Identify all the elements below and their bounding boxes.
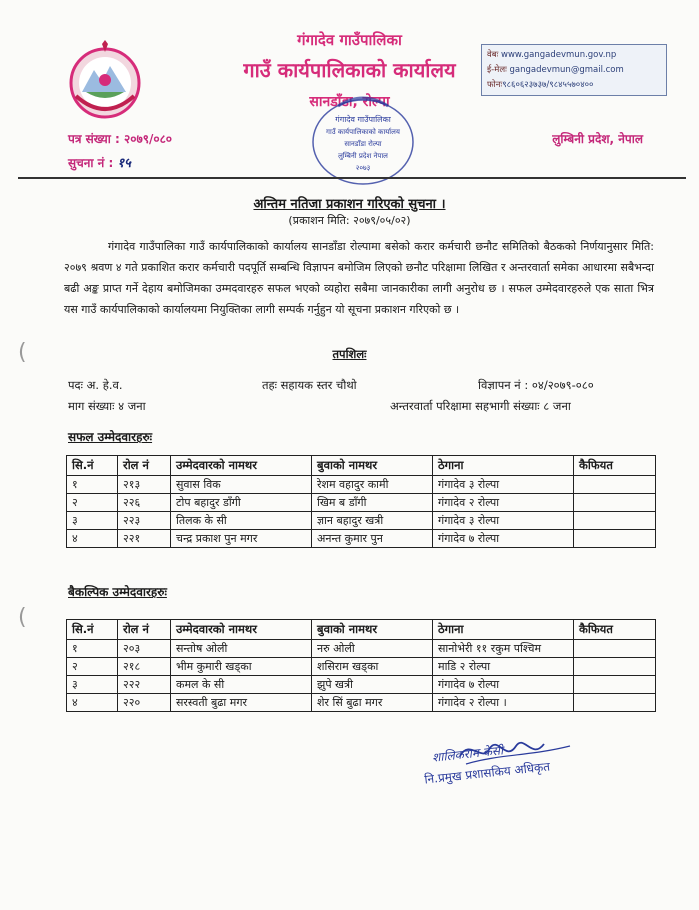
- col-remarks: कैफियत: [574, 620, 656, 640]
- cell-name: सुवास विक: [171, 476, 312, 494]
- cell-father: शसिराम खड्का: [312, 658, 433, 676]
- cell-sn: ३: [67, 676, 118, 694]
- stamp-line-2: गाउँ कार्यपालिकाको कार्यालय: [326, 128, 400, 136]
- table-row: [67, 476, 656, 494]
- signatory-title: नि.प्रमुख प्रशासकिय अधिकृत: [423, 759, 551, 787]
- col-roll: रोल नं: [118, 620, 171, 640]
- cell-remarks: [574, 658, 656, 676]
- cell-remarks: [574, 494, 656, 512]
- notice-body: गंगादेव गाउँपालिका गाउँ कार्यपालिकाको कार्यालय सानडाँडा रोल्पामा बसेको करार कर्मचारी छनौट समितिको बैठकको निर्णयानुसार मिति: २०७९ श्रवण ४ गते प्रकाशित करार कर्मचारी पदपूर्ति सम्बन्धि विज्ञापन बमोजिम लिएको छनौट परिक्षामा लिखित र अन्तरवार्ता समेका आधारमा सबैभन्दा बढी अङ्क प्राप्त गर्ने देहाय बमोजिमका उम्मदवारहरु सफल भएको व्यहोरा सबैमा जानकारीका लागी अनुरोध छ । सफल उम्मेदवारहरुले एक साता भित्र यस गाउँ कार्यपालिकाको कार्यालयमा नियुक्तिका लागी सम्पर्क गर्नुहुन यो सूचना प्रकाशन गरिएको छ ।: [64, 240, 654, 316]
- col-address: ठेगाना: [433, 456, 574, 476]
- ref-label: पत्र संख्या :: [68, 132, 120, 146]
- notice-no-value: १५: [117, 156, 131, 171]
- cell-address: गंगादेव ३ रोल्पा: [433, 512, 574, 530]
- cell-roll: २२०: [118, 694, 171, 712]
- cell-roll: २२६: [118, 494, 171, 512]
- cell-roll: २२२: [118, 676, 171, 694]
- successful-heading: सफल उम्मेदवारहरुः: [68, 430, 153, 444]
- phone-number: ९८६०६२३७३७/९८४५५७०४००: [502, 80, 594, 90]
- col-father: बुवाको नामथर: [312, 620, 433, 640]
- cell-father: खिम ब डाँगी: [312, 494, 433, 512]
- cell-sn: १: [67, 476, 118, 494]
- cell-remarks: [574, 640, 656, 658]
- cell-name: भीम कुमारी खड्का: [171, 658, 312, 676]
- margin-mark: (: [18, 605, 27, 630]
- stamp-line-1: गंगादेव गाउँपालिका: [335, 115, 391, 124]
- margin-mark: (: [18, 340, 27, 365]
- post-field: पदः अ. हे.व.: [68, 378, 123, 392]
- header-divider: [18, 177, 686, 179]
- notice-title: अन्तिम नतिजा प्रकाशन गरिएको सुचना ।: [253, 197, 446, 212]
- cell-address: गंगादेव ७ रोल्पा: [433, 530, 574, 548]
- col-father: बुवाको नामथर: [312, 456, 433, 476]
- cell-remarks: [574, 476, 656, 494]
- signatory-name: शालिकराम केसी: [431, 743, 504, 765]
- stamp-line-3: सानडाँडा रोल्पा: [344, 140, 382, 148]
- cell-remarks: [574, 694, 656, 712]
- ref-value: २०७९/०८०: [123, 132, 173, 146]
- col-name: उम्मेदवारको नामथर: [171, 620, 312, 640]
- contact-box: [481, 44, 667, 96]
- cell-name: कमल के सी: [171, 676, 312, 694]
- cell-roll: २२३: [118, 512, 171, 530]
- col-sn: सि.नं: [67, 456, 118, 476]
- cell-sn: २: [67, 658, 118, 676]
- cell-father: नरु ओली: [312, 640, 433, 658]
- demand-field: माग संख्याः ४ जना: [68, 399, 146, 413]
- participants-field: अन्तरवार्ता परिक्षामा सहभागी संख्याः ८ जना: [390, 399, 571, 413]
- cell-sn: १: [67, 640, 118, 658]
- cell-father: अनन्त कुमार पुन: [312, 530, 433, 548]
- cell-remarks: [574, 530, 656, 548]
- office-stamp: [308, 92, 418, 188]
- col-remarks: कैफियत: [574, 456, 656, 476]
- cell-address: गंगादेव ७ रोल्पा: [433, 676, 574, 694]
- cell-name: टोप बहादुर डाँगी: [171, 494, 312, 512]
- header-line3: सानडाँडा, रोल्पा: [309, 94, 390, 110]
- stamp-line-4: लुम्बिनी प्रदेश नेपाल: [338, 152, 388, 160]
- table-row: [67, 694, 656, 712]
- cell-address: माडि २ रोल्पा: [433, 658, 574, 676]
- table-header-row: [67, 620, 656, 640]
- col-sn: सि.नं: [67, 620, 118, 640]
- cell-father: झुपे खत्री: [312, 676, 433, 694]
- province-text: लुम्बिनी प्रदेश, नेपाल: [552, 132, 643, 146]
- cell-father: रेशम वहादुर कामी: [312, 476, 433, 494]
- web-label: वेबः: [487, 50, 499, 60]
- stamp-line-5: २०७३: [355, 164, 371, 172]
- cell-address: गंगादेव २ रोल्पा: [433, 494, 574, 512]
- cell-sn: ४: [67, 530, 118, 548]
- cell-father: ज्ञान बहादुर खत्री: [312, 512, 433, 530]
- table-row: [67, 658, 656, 676]
- email-link[interactable]: gangadevmun@gmail.com: [509, 65, 624, 75]
- phone-label: फोनः: [487, 80, 503, 90]
- table-row: [67, 530, 656, 548]
- header-line1: गंगादेव गाउँपालिका: [297, 31, 402, 49]
- alternate-heading: बैकल्पिक उम्मेदवारहरुः: [68, 585, 167, 599]
- table-row: [67, 494, 656, 512]
- col-name: उम्मेदवारको नामथर: [171, 456, 312, 476]
- table-header-row: [67, 456, 656, 476]
- cell-roll: २१८: [118, 658, 171, 676]
- alternate-table: [66, 619, 656, 712]
- table-row: [67, 676, 656, 694]
- notice-date: (प्रकाशन मिति: २०७९/०५/०२): [288, 214, 411, 227]
- cell-roll: २१३: [118, 476, 171, 494]
- cell-remarks: [574, 512, 656, 530]
- successful-table: [66, 455, 656, 548]
- cell-remarks: [574, 676, 656, 694]
- level-field: तहः सहायक स्तर चौथो: [262, 378, 357, 392]
- cell-name: सन्तोष ओली: [171, 640, 312, 658]
- cell-sn: ४: [67, 694, 118, 712]
- table-row: [67, 640, 656, 658]
- notice-no-label: सुचना नं :: [68, 156, 114, 170]
- cell-roll: २०३: [118, 640, 171, 658]
- cell-name: सरस्वती बुढा मगर: [171, 694, 312, 712]
- table-row: [67, 512, 656, 530]
- cell-sn: ३: [67, 512, 118, 530]
- ad-number-field: विज्ञापन नं : ०४/२०७९-०८०: [478, 378, 594, 392]
- email-label: ई-मेलः: [487, 65, 507, 75]
- details-heading: तपशिलः: [332, 347, 367, 361]
- cell-father: शेर सिं बुढा मगर: [312, 694, 433, 712]
- cell-roll: २२१: [118, 530, 171, 548]
- cell-name: तिलक के सी: [171, 512, 312, 530]
- website-link[interactable]: www.gangadevmun.gov.np: [501, 50, 617, 60]
- col-roll: रोल नं: [118, 456, 171, 476]
- cell-address: गंगादेव ३ रोल्पा: [433, 476, 574, 494]
- header-line2: गाउँ कार्यपालिकाको कार्यालय: [243, 58, 456, 82]
- cell-address: गंगादेव २ रोल्पा ।: [433, 694, 574, 712]
- cell-name: चन्द्र प्रकाश पुन मगर: [171, 530, 312, 548]
- letter-ref: [68, 130, 172, 147]
- col-address: ठेगाना: [433, 620, 574, 640]
- cell-sn: २: [67, 494, 118, 512]
- cell-address: सानोभेरी ११ रकुम पश्चिम: [433, 640, 574, 658]
- notice-number: [68, 153, 131, 171]
